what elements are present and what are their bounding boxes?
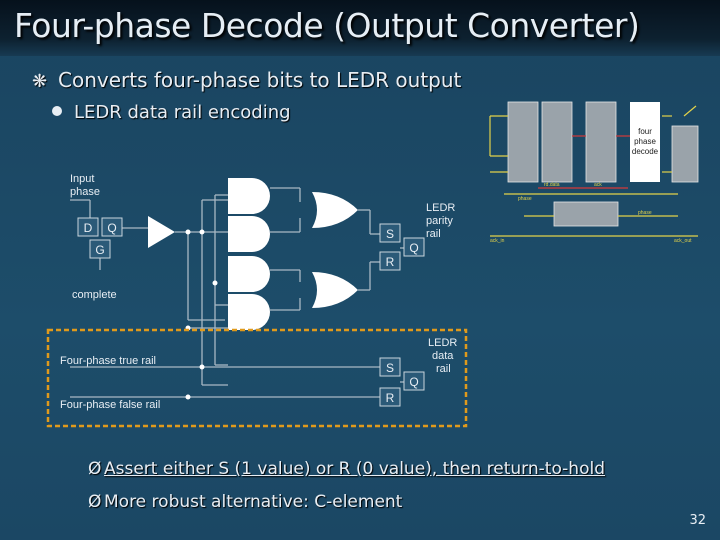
input-phase-label-1: Input — [70, 173, 95, 185]
or-gate-2 — [312, 272, 358, 308]
block-small-label-3: phase — [518, 196, 532, 202]
subbullet-1 — [88, 459, 605, 479]
and-gate-1 — [228, 178, 270, 214]
data-label-1: LEDR — [428, 337, 458, 349]
bullet-level2 — [52, 102, 291, 123]
parity-label-1: LEDR — [426, 202, 456, 214]
true-rail-label: Four-phase true rail — [60, 355, 156, 367]
sr-bottom-r: R — [385, 391, 395, 405]
complete-label: complete — [72, 289, 117, 301]
arrow-bullet-icon: Ø — [88, 492, 102, 512]
and-gate-2 — [228, 216, 270, 252]
sr-top-s: S — [385, 227, 395, 241]
block-small-label-4: phase — [638, 210, 652, 216]
subbullet-2 — [88, 492, 402, 512]
false-rail-label: Four-phase false rail — [60, 399, 161, 411]
asterisk-bullet-icon: ❋ — [32, 71, 48, 92]
data-label-3: rail — [436, 363, 451, 375]
block-small-label-1: rd.data — [544, 182, 560, 188]
latch-q: Q — [107, 221, 117, 235]
highlight-box — [48, 330, 466, 426]
latch-g: G — [95, 243, 105, 257]
and-gate-4 — [228, 294, 270, 330]
buffer-triangle — [148, 216, 175, 248]
and-gates — [228, 178, 270, 330]
d-latch — [78, 218, 122, 258]
or-gate-1 — [312, 192, 358, 228]
slide-title: Four-phase Decode (Output Converter) — [14, 6, 640, 45]
latch-d: D — [83, 221, 93, 235]
block-small-label-2: ack — [594, 182, 602, 188]
arrow-bullet-icon: Ø — [88, 459, 102, 479]
circuit-diagram — [40, 160, 480, 430]
bullet-level1 — [32, 68, 461, 92]
or-gates — [312, 192, 358, 308]
sr-top-r: R — [385, 255, 395, 269]
sr-bottom-q: Q — [409, 375, 419, 389]
round-bullet-icon — [52, 106, 62, 116]
input-phase-label-2: phase — [70, 186, 100, 198]
subbullet-2-text: More robust alternative: C-element — [104, 492, 403, 512]
sr-top-q: Q — [409, 241, 419, 255]
block-small-label-5: ack_in — [490, 238, 505, 244]
parity-label-3: rail — [426, 228, 441, 240]
decode-label-2: phase — [634, 137, 656, 146]
and-gate-3 — [228, 256, 270, 292]
decode-label-1: four — [638, 127, 652, 136]
parity-label-2: parity — [426, 215, 453, 227]
data-label-2: data — [432, 350, 454, 362]
sr-latch-top — [380, 224, 424, 270]
page-number: 32 — [689, 513, 706, 528]
block-diagram — [484, 96, 704, 256]
pipeline-blocks — [508, 102, 698, 226]
block-small-label-6: ack_out — [674, 238, 692, 244]
bullet2-text: LEDR data rail encoding — [74, 102, 291, 123]
subbullet-1-text: Assert either S (1 value) or R (0 value), then return-to-hold — [104, 459, 605, 479]
sr-bottom-s: S — [385, 361, 395, 375]
bullet1-text: Converts four-phase bits to LEDR output — [58, 68, 462, 92]
decode-label-3: decode — [631, 147, 659, 156]
